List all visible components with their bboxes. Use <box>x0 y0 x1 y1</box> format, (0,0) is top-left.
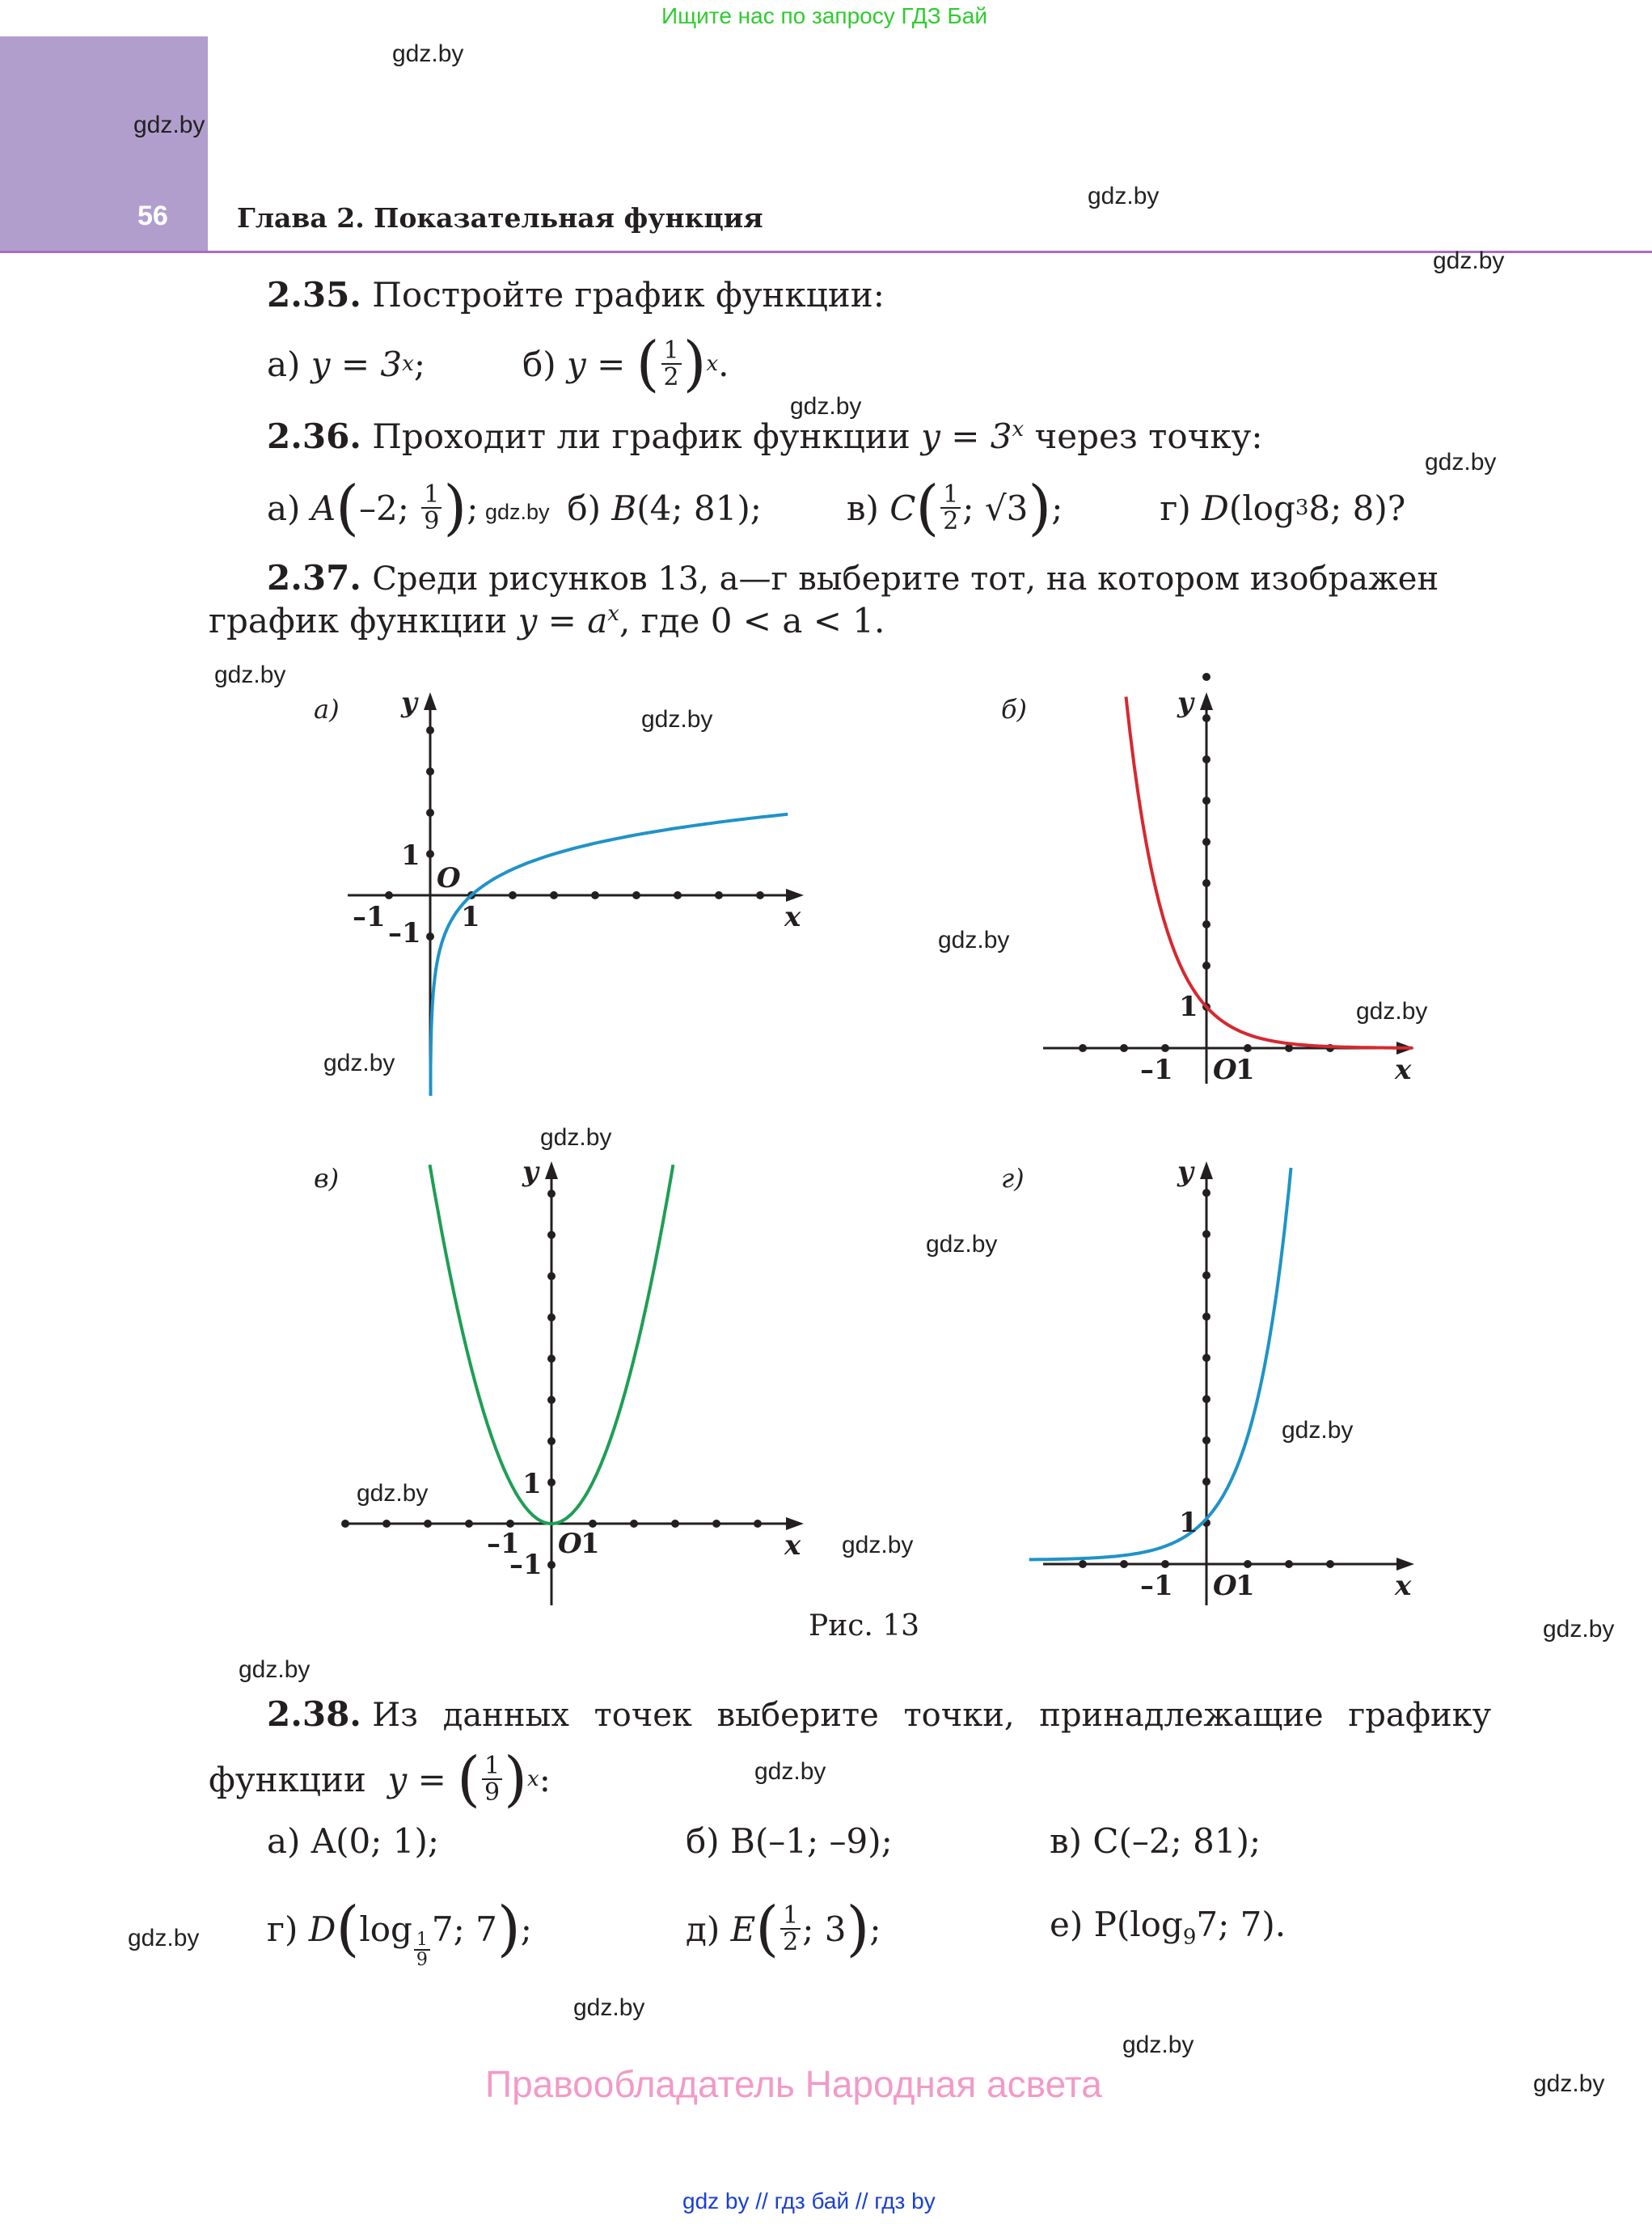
tick-dot <box>754 1520 762 1528</box>
tick-dot <box>674 891 682 899</box>
y-axis-label: y <box>522 1156 539 1188</box>
tick-dot <box>547 1396 556 1404</box>
tick-label: –1 <box>1140 1054 1173 1086</box>
tick-dot <box>506 1520 514 1528</box>
option-c: в) C(–2; 81); <box>1050 1821 1261 1861</box>
tick-dot <box>426 767 434 776</box>
tick-dot <box>671 1520 679 1528</box>
tick-label: –1 <box>487 1528 520 1560</box>
tick-dot <box>1161 1560 1169 1568</box>
x-axis-label: x <box>1395 1054 1412 1086</box>
origin-label: O <box>558 1528 582 1560</box>
tick-dot <box>1079 1560 1087 1568</box>
watermark: gdz.by <box>1533 2070 1605 2097</box>
panel-label: г) <box>1001 1163 1025 1194</box>
tick-dot <box>1202 1230 1210 1238</box>
tick-label: –1 <box>388 917 421 949</box>
curve-1 <box>431 814 788 1096</box>
tick-dot <box>632 891 640 899</box>
tick-dot <box>1202 1395 1210 1403</box>
tick-dot <box>1202 714 1210 722</box>
y-axis-label: y <box>1177 687 1194 719</box>
tick-dot <box>1202 1271 1210 1279</box>
tick-label: –1 <box>509 1549 543 1581</box>
tick-dot <box>1202 879 1210 887</box>
tick-dot <box>1079 1044 1087 1052</box>
y-arrow <box>1200 1161 1213 1179</box>
y-arrow <box>424 692 437 710</box>
x-axis-label: x <box>784 901 801 933</box>
tick-dot <box>547 1355 556 1363</box>
tick-dot <box>589 1520 597 1528</box>
x-arrow <box>786 889 804 902</box>
tick-dot <box>424 1520 432 1528</box>
watermark: gdz.by <box>573 1994 645 2021</box>
origin-label: O <box>1213 1054 1237 1086</box>
watermark: gdz.by <box>1122 2032 1194 2058</box>
x-axis-label: x <box>784 1529 801 1562</box>
watermark: gdz.by <box>485 500 550 524</box>
watermark: gdz.by <box>641 706 713 733</box>
option-f: е) $P(\log_97$; 7). <box>1050 1905 1287 1950</box>
watermark: gdz.by <box>128 1925 200 1951</box>
watermark: gdz.by <box>239 1656 311 1683</box>
tick-dot <box>1202 755 1210 763</box>
tick-dot <box>465 1520 473 1528</box>
watermark: gdz.by <box>938 927 1010 953</box>
problem-2-36: 2.36. Проходит ли график функции $y = 3^x$ через точку: <box>267 416 1263 456</box>
option-d: г) D ( log $\frac{1}{9}$ 7; 7 ) ; <box>267 1894 532 1970</box>
watermark: gdz.by <box>1356 998 1428 1025</box>
tick-dot <box>547 1313 556 1321</box>
tick-dot <box>341 1520 349 1528</box>
problem-2-37-line2: график функции $y = a^x$, где 0 < a < 1. <box>209 601 885 641</box>
tick-dot <box>756 891 764 899</box>
watermark: gdz.by <box>842 1532 914 1558</box>
tick-dot <box>426 932 434 941</box>
tick-dot <box>1326 1560 1334 1568</box>
panel-label: а) <box>314 694 340 725</box>
tick-dot <box>426 850 434 858</box>
tick-dot <box>1202 1189 1210 1197</box>
option-e: д) E ( $\frac{1}{2}$ ; 3 ) ; <box>686 1894 881 1964</box>
tick-label: 1 <box>1236 1054 1255 1086</box>
tick-label: –1 <box>353 901 386 933</box>
tick-dot <box>715 891 723 899</box>
watermark: gdz.by <box>1088 183 1160 209</box>
problem-2-37-line1: 2.37. Среди рисунков 13, а—г выберите тот, на котором изображен <box>267 558 1439 598</box>
tick-label: 1 <box>401 839 420 872</box>
tick-label: 1 <box>1179 1507 1198 1539</box>
chapter-title: Глава 2. Показательная функция <box>237 202 763 234</box>
tick-dot <box>1202 797 1210 805</box>
watermark: gdz.by <box>323 1050 395 1076</box>
curve-2 <box>1126 697 1413 1048</box>
tick-label: 1 <box>461 901 480 933</box>
watermark: gdz.by <box>540 1124 612 1151</box>
copyright-watermark: Правообладатель Народная асвета <box>485 2063 1102 2105</box>
tick-dot <box>1202 962 1210 970</box>
tick-dot <box>547 1231 556 1239</box>
watermark: gdz.by <box>133 112 205 138</box>
watermark: gdz.by <box>357 1480 429 1507</box>
y-arrow <box>545 1161 558 1179</box>
tick-dot <box>1244 1560 1252 1568</box>
tick-dot <box>1202 1436 1210 1444</box>
tick-dot <box>385 891 393 899</box>
curve-4 <box>1029 1168 1291 1559</box>
panel-label: в) <box>314 1163 340 1194</box>
x-arrow <box>1396 1558 1414 1571</box>
problem-2-35-options: а) y = 3 x ; б) y = ( $\frac{1}{2}$ ) x . <box>267 329 729 399</box>
tick-dot <box>1285 1560 1293 1568</box>
tick-dot <box>1161 1044 1169 1052</box>
tick-dot <box>712 1520 720 1528</box>
tick-label: 1 <box>522 1468 542 1500</box>
tick-dot <box>547 1437 556 1445</box>
tick-dot <box>550 891 558 899</box>
tick-dot <box>382 1520 391 1528</box>
watermark: gdz.by <box>926 1231 998 1258</box>
y-arrow <box>1200 692 1213 710</box>
tick-dot <box>1244 1044 1252 1052</box>
tick-label: 1 <box>581 1528 600 1560</box>
watermark: gdz.by <box>1543 1616 1615 1643</box>
x-arrow <box>786 1517 804 1530</box>
tick-dot <box>547 1478 556 1486</box>
tick-dot <box>547 1190 556 1198</box>
tick-dot <box>1202 1313 1210 1321</box>
watermark: gdz.by <box>1282 1417 1354 1444</box>
watermark: gdz.by <box>1425 449 1497 476</box>
tick-label: –1 <box>1140 1570 1173 1602</box>
origin-label: O <box>437 862 461 894</box>
tick-dot <box>426 809 434 817</box>
problem-2-36-options: а) A ( –2; $\frac{1}{9}$ ) ; б) B (4; 81); в) C ( $\frac{1}{2}$ ; √3 ) ; г) D (log 3 8; 8)? <box>267 473 1406 543</box>
figure-caption: Рис. 13 <box>809 1609 920 1643</box>
watermark: gdz.by <box>214 662 286 688</box>
problem-2-38-line1: 2.38. Из данных точек выберите точки, принадлежащие графику <box>267 1694 1492 1734</box>
tick-dot <box>547 1561 556 1569</box>
problem-2-38-line2: функции y = ( $\frac{1}{9}$ ) x : <box>209 1744 551 1814</box>
watermark: gdz.by <box>1433 247 1505 274</box>
tick-label: 1 <box>1236 1570 1255 1602</box>
page-number: 56 <box>137 201 168 231</box>
tick-dot <box>1202 838 1210 846</box>
watermark: gdz.by <box>392 40 464 67</box>
y-axis-label: y <box>401 687 417 719</box>
tick-dot <box>1202 1354 1210 1362</box>
tick-dot <box>547 1272 556 1280</box>
tick-dot <box>509 891 517 899</box>
origin-label: O <box>1213 1570 1237 1602</box>
panel-label: б) <box>1001 694 1028 725</box>
bottom-links[interactable]: gdz by // гдз бай // гдз by <box>682 2188 936 2213</box>
problem-2-35: 2.35. Постройте график функции: <box>267 275 885 315</box>
watermark: gdz.by <box>790 393 862 420</box>
tick-dot <box>1202 920 1210 928</box>
tick-dot <box>426 726 434 734</box>
tick-dot <box>1202 673 1210 681</box>
x-axis-label: x <box>1395 1570 1412 1602</box>
option-b: б) B(–1; –9); <box>686 1821 893 1861</box>
top-search-hint: Ищите нас по запросу ГДЗ Бай <box>661 3 988 28</box>
tick-label: 1 <box>1179 991 1198 1023</box>
watermark: gdz.by <box>754 1758 826 1785</box>
tick-dot <box>1120 1044 1128 1052</box>
tick-dot <box>591 891 599 899</box>
tick-dot <box>630 1520 638 1528</box>
tick-dot <box>1202 1478 1210 1486</box>
option-a: а) A(0; 1); <box>267 1821 439 1861</box>
tick-dot <box>1120 1560 1128 1568</box>
y-axis-label: y <box>1177 1156 1194 1188</box>
